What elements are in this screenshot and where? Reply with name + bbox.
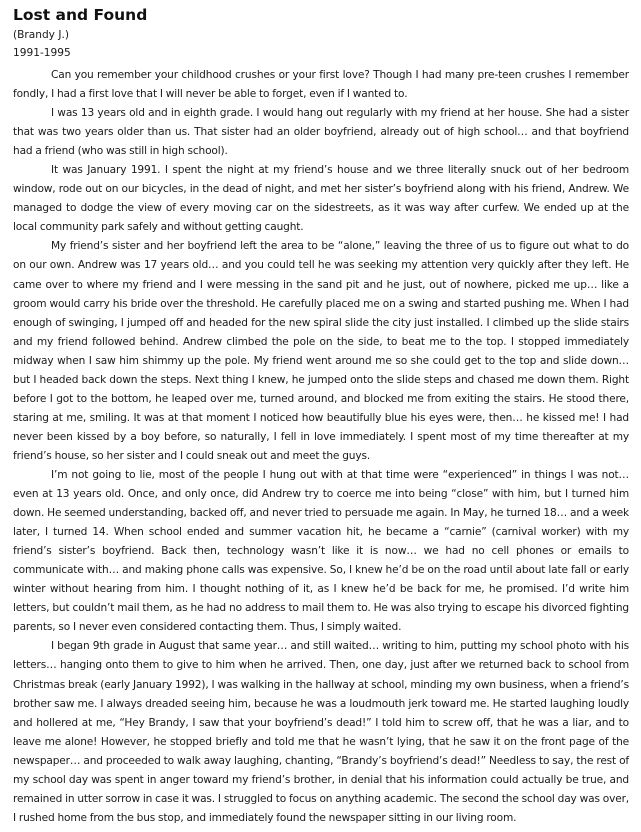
paragraph: I began 9th grade in August that same year… and still waited… writing to him, putting my school photo with his letters… hanging onto them to give to him when he arrived. Then, one day, just after we returned back to school from Christmas break (early January 1992), I was walking in the hallway at school, minding my own business, when a friend’s brother saw me. I always dreaded seeing him, because he was a loudmouth jerk toward me. He started laughing loudly and hollered at me, “Hey Brandy, I saw that your boyfriend’s dead!” I told him to screw off, that he was a liar, and to leave me alone! However, he stopped briefly and told me that he wasn’t lying, that he saw it on the front page of the newspaper… and proceeded to walk away laughing, chanting, “Brandy’s boyfriend’s dead!” Needless to say, the rest of my school day was spent in anger toward my friend’s brother, in denial that his information could actually be true, and remained in utter sorrow in case it was. I struggled to focus on anything academic. The second the school day was over, I rushed home from the bus stop, and immediately found the newspaper sitting in our living room. bbox=[13, 640, 629, 824]
paragraph: It was January 1991. I spent the night at my friend’s house and we three literally snuck out of her bedroom window, rode out on our bicycles, in the dead of night, and met her sister’s boyfriend along with his friend, Andrew. We managed to dodge the view of every moving car on the sidestreets, as it was way after curfew. We ended up at the local community park safely and without getting caught. bbox=[13, 164, 629, 234]
document-body bbox=[13, 66, 629, 828]
document-title: Lost and Found bbox=[13, 6, 148, 24]
paragraph: My friend’s sister and her boyfriend left the area to be “alone,” leaving the three of us to figure out what to do on our own. Andrew was 17 years old… and you could tell he was seeking my attention very quickly after they left. He came over to where my friend and I were messing in the sand pit and he just, out of nowhere, picked me up… like a groom would carry his bride over the threshold. He carefully placed me on a swing and started pushing me. When I had enough of swinging, I jumped off and headed for the new spiral slide the city just installed. I climbed up the slide stairs and my friend followed behind. Andrew climbed the pole on the side, to beat me to the top. I stopped immediately midway when I saw him shimmy up the pole. My friend went around me so she could get to the top and slide down… but I headed back down the steps. Next thing I knew, he jumped onto the slide steps and chased me down them. Right before I got to the bottom, he leaped over me, turned around, and blocked me from exiting the stairs. He stood there, staring at me, smiling. It was at that moment I noticed how beautifully blue his eyes were, then… he kissed me! I had never been kissed by a boy before, so naturally, I fell in love immediately. I spent most of my time thereafter at my friend’s house, so her sister and I could sneak out and meet the guys. bbox=[13, 240, 629, 462]
author-line: (Brandy J.) bbox=[13, 29, 69, 41]
paragraph: I’m not going to lie, most of the people I hung out with at that time were “experienced” in things I was not… even at 13 years old. Once, and only once, did Andrew try to coerce me into being “close” with him, but I turned him down. He seemed understanding, backed off, and never tried to persuade me again. In May, he turned 18… and a week later, I turned 14. When school ended and summer vacation hit, he became a “carnie” (carnival worker) with my friend’s sister’s boyfriend. Back then, technology wasn’t like it is now… we had no cell phones or emails to communicate with… and making phone calls was expensive. So, I knew he’d be on the road until about late fall or early winter without hearing from him. I thought nothing of it, as I knew he’d be back for me, he promised. I’d write him letters, but couldn’t mail them, as he had no address to mail them to. He was also trying to escape his divorced fighting parents, so I never even considered contacting them. Thus, I simply waited. bbox=[13, 468, 629, 634]
years-line: 1991-1995 bbox=[13, 47, 71, 59]
paragraph: I was 13 years old and in eighth grade. I would hang out regularly with my friend at her house. She had a sister that was two years older than us. That sister had an older boyfriend, already out of high school… and that boyfriend had a friend (who was still in high school). bbox=[13, 107, 629, 158]
paragraph: Can you remember your childhood crushes or your first love? Though I had many pre-teen crushes I remember fondly, I had a first love that I will never be able to forget, even if I wanted to. bbox=[13, 69, 629, 101]
document-page bbox=[13, 4, 629, 828]
